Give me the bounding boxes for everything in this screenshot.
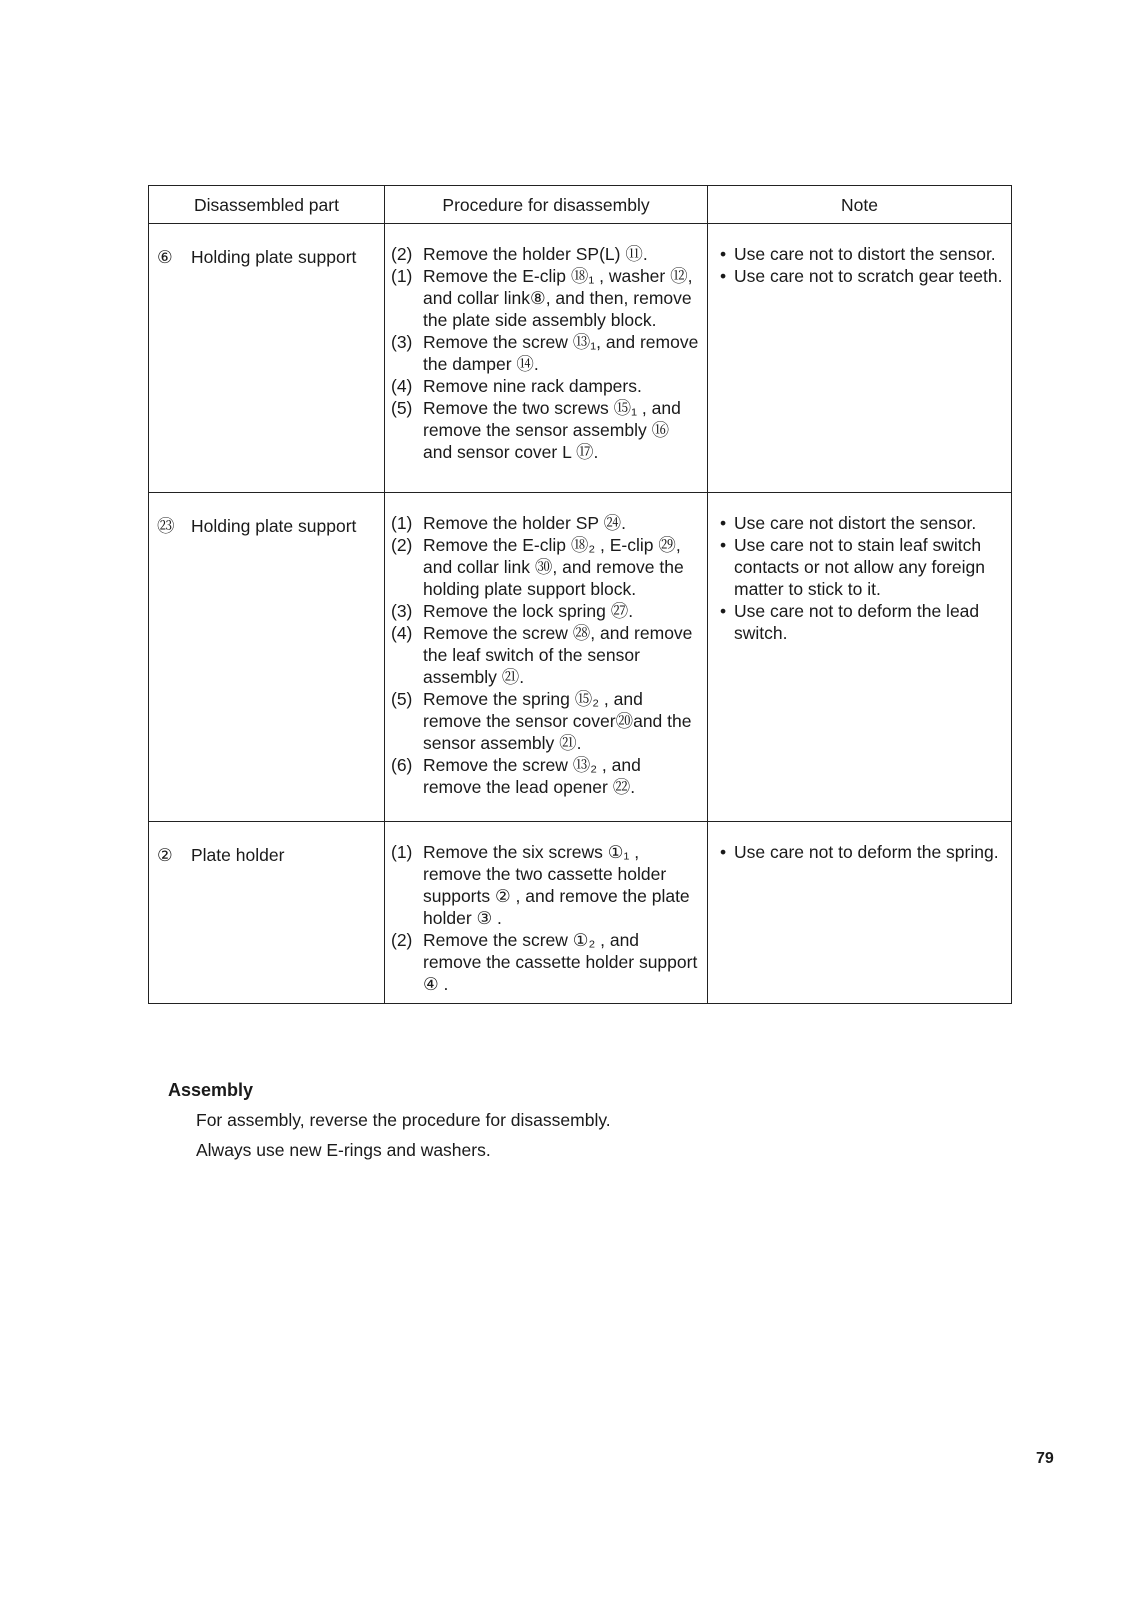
note-text: Use care not to scratch gear teeth. — [734, 266, 1003, 286]
assembly-text-line: Always use new E-rings and washers. — [196, 1140, 491, 1160]
table-row — [149, 493, 1012, 822]
note-cell — [708, 493, 1012, 822]
bullet-icon: • — [720, 535, 727, 555]
step-text: Remove the six screws ①₁ , remove the two cassette holder supports ② , and remove the plate holder ③ . — [423, 842, 690, 928]
step-number: (2) — [391, 244, 413, 264]
step-number: (1) — [391, 513, 413, 533]
table-row — [149, 822, 1012, 1004]
step-number: (3) — [391, 332, 413, 352]
step-text: Remove the E-clip ⑱₂ , E-clip ㉙, and collar link ㉚, and remove the holding plate support block. — [423, 535, 684, 599]
step-text: Remove nine rack dampers. — [423, 376, 642, 396]
step-number: (5) — [391, 398, 413, 418]
step-number: (6) — [391, 755, 413, 775]
step-text: Remove the holder SP(L) ⑪. — [423, 244, 648, 264]
disassembly-table — [148, 185, 1012, 1004]
procedure-cell — [385, 493, 708, 822]
part-number: ㉓ — [157, 516, 175, 536]
procedure-step — [391, 841, 701, 929]
step-number: (4) — [391, 623, 413, 643]
part-cell — [149, 493, 385, 822]
step-text: Remove the screw ⑬₁, and remove the damper ⑭. — [423, 332, 699, 374]
note-item — [720, 534, 1005, 600]
note-cell — [708, 822, 1012, 1004]
part-name: Holding plate support — [191, 516, 357, 536]
procedure-step — [391, 243, 701, 265]
procedure-cell — [385, 224, 708, 493]
step-text: Remove the holder SP ㉔. — [423, 513, 626, 533]
page-number: 79 — [1036, 1450, 1054, 1467]
header-disassembled-part: Disassembled part — [149, 186, 385, 224]
part-cell — [149, 822, 385, 1004]
step-number: (2) — [391, 930, 413, 950]
procedure-step — [391, 375, 701, 397]
step-text: Remove the E-clip ⑱₁ , washer ⑫, and collar link⑧, and then, remove the plate side assembly block. — [423, 266, 693, 330]
assembly-heading: Assembly — [168, 1080, 254, 1100]
header-procedure: Procedure for disassembly — [385, 186, 708, 224]
note-text: Use care not distort the sensor. — [734, 513, 977, 533]
header-note: Note — [708, 186, 1012, 224]
step-text: Remove the screw ㉘, and remove the leaf switch of the sensor assembly ㉑. — [423, 623, 693, 687]
procedure-step — [391, 512, 701, 534]
procedure-step — [391, 622, 701, 688]
step-number: (3) — [391, 601, 413, 621]
part-name: Plate holder — [191, 845, 285, 865]
procedure-step — [391, 600, 701, 622]
step-text: Remove the screw ①₂ , and remove the cassette holder support ④ . — [423, 930, 698, 994]
step-number: (1) — [391, 842, 413, 862]
step-text: Remove the spring ⑮₂ , and remove the sensor cover⑳and the sensor assembly ㉑. — [423, 689, 692, 753]
procedure-step — [391, 688, 701, 754]
bullet-icon: • — [720, 842, 727, 862]
assembly-text-line: For assembly, reverse the procedure for disassembly. — [196, 1110, 611, 1130]
note-text: Use care not to distort the sensor. — [734, 244, 996, 264]
note-cell — [708, 224, 1012, 493]
table-header-row — [149, 186, 1012, 224]
procedure-step — [391, 754, 701, 798]
note-item — [720, 841, 1005, 863]
step-number: (5) — [391, 689, 413, 709]
procedure-step — [391, 331, 701, 375]
bullet-icon: • — [720, 601, 727, 621]
part-number: ② — [157, 845, 173, 865]
note-item — [720, 243, 1005, 265]
step-number: (2) — [391, 535, 413, 555]
part-cell — [149, 224, 385, 493]
step-number: (4) — [391, 376, 413, 396]
note-text: Use care not to stain leaf switch contacts or not allow any foreign matter to stick to it. — [734, 535, 985, 599]
table-row — [149, 224, 1012, 493]
procedure-step — [391, 929, 701, 995]
procedure-step — [391, 397, 701, 463]
note-item — [720, 512, 1005, 534]
note-text: Use care not to deform the lead switch. — [734, 601, 980, 643]
note-item — [720, 265, 1005, 287]
step-text: Remove the lock spring ㉗. — [423, 601, 634, 621]
procedure-step — [391, 534, 701, 600]
step-text: Remove the two screws ⑮₁ , and remove the sensor assembly ⑯ and sensor cover L ⑰. — [423, 398, 681, 462]
note-text: Use care not to deform the spring. — [734, 842, 999, 862]
part-name: Holding plate support — [191, 247, 357, 267]
step-number: (1) — [391, 266, 413, 286]
step-text: Remove the screw ⑬₂ , and remove the lead opener ㉒. — [423, 755, 641, 797]
procedure-cell — [385, 822, 708, 1004]
bullet-icon: • — [720, 266, 727, 286]
bullet-icon: • — [720, 513, 727, 533]
note-item — [720, 600, 1005, 644]
bullet-icon: • — [720, 244, 727, 264]
procedure-step — [391, 265, 701, 331]
part-number: ⑥ — [157, 247, 173, 267]
